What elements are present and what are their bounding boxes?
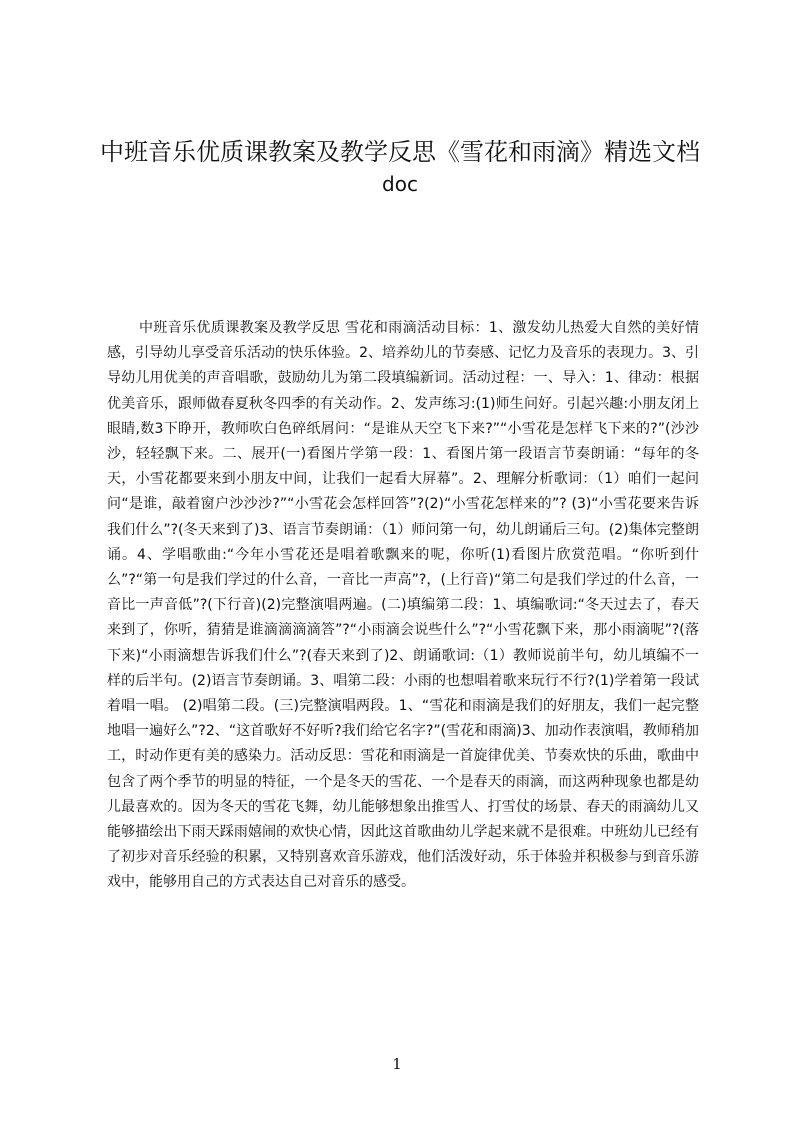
body-paragraph: 中班音乐优质课教案及教学反思 雪花和雨滴活动目标：1、激发幼儿热爱大自然的美好情感，引导幼儿享受音乐活动的快乐体验。2、培养幼儿的节奏感、记忆力及音乐的表现力。3、引导幼儿用优美的声音唱歌，鼓励幼儿为第二段填编新词。活动过程：一、导入：1、律动：根据优美音乐，跟师做春夏秋冬四季的有关动作。2、发声练习:(1)师生问好。引起兴趣:小朋友闭上眼睛,数3下睁开，教师吹白色碎纸屑问：“是谁从天空飞下来?”“小雪花是怎样飞下来的?”(沙沙沙，轻轻飘下来。二、展开(一)看图片学第一段：1、看图片第一段语言节奏朗诵：“每年的冬天，小雪花都要来到小朋友中间，让我们一起看大屏幕”。2、理解分析歌词：（1）咱们一起问问“是谁，敲着窗户沙沙沙?”“小雪花会怎样回答”?(2)“小雪花怎样来的”? (3)“小雪花要来告诉我们什么”?(冬天来到了)3、语言节奏朗诵：（1）师问第一句，幼儿朗诵后三句。(2)集体完整朗诵。4、学唱歌曲:“今年小雪花还是唱着歌飘来的呢，你听(1)看图片欣赏范唱。“你听到什么”?“第一句是我们学过的什么音，一音比一声高”?，(上行音)“第二句是我们学过的什么音，一音比一声音低”?(下行音)(2)完整演唱两遍。(二)填编第二段：1、填编歌词:“冬天过去了，春天来到了，你听，猜猜是谁滴滴滴滴答”?“小雨滴会说些什么”?“小雪花飘下来，那小雨滴呢”?(落下来)“小雨滴想告诉我们什么”?(春天来到了)2、朗诵歌词:（1）教师说前半句，幼儿填编不一样的后半句。(2)语言节奏朗诵。3、唱第二段：小雨的也想唱着歌来玩行不行?(1)学着第一段试着唱一唱。 (2)唱第二段。(三)完整演唱两段。1、“雪花和雨滴是我们的好朋友，我们一起完整地唱一遍好么”?2、“这首歌好不好听?我们给它名字?”(雪花和雨滴)3、加动作表演唱，教师稍加工，时动作更有美的感染力。活动反思：雪花和雨滴是一首旋律优美、节奏欢快的乐曲，歌曲中包含了两个季节的明显的特征，一个是冬天的雪花、一个是春天的雨滴，而这两种现象也都是幼儿最喜欢的。因为冬天的雪花飞舞，幼儿能够想象出推雪人、打雪仗的场景、春天的雨滴幼儿又能够描绘出下雨天踩雨嬉闹的欢快心情，因此这首歌曲幼儿学起来就不是很难。中班幼儿已经有了初步对音乐经验的积累，又特别喜欢音乐游戏，他们活泼好动，乐于体验并积极参与到音乐游戏中，能够用自己的方式表达自己对音乐的感受。 [107,320,699,891]
document-subtitle: doc [382,172,418,196]
page-number: 1 [392,1055,402,1073]
document-title: 中班音乐优质课教案及教学反思《雪花和雨滴》精选文档 [100,138,700,166]
document-body [107,316,699,896]
